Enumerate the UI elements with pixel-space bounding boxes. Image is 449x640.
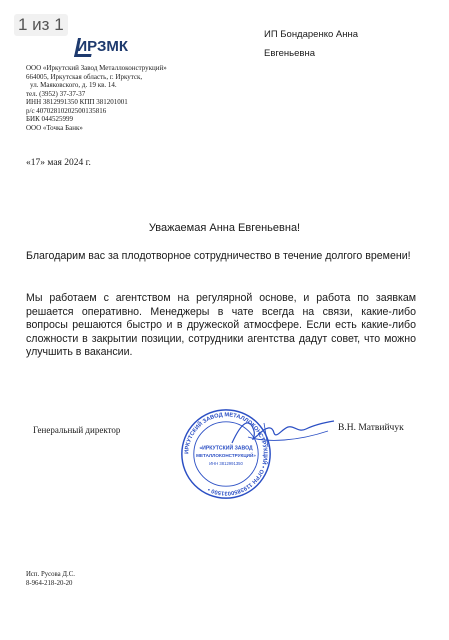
addressee-block — [264, 25, 358, 63]
logo-text: ИРЗМК — [76, 37, 128, 55]
company-logo — [76, 35, 128, 57]
sender-line: ООО «Точка Банк» — [26, 123, 83, 132]
executor-name: Исп. Русова Д.С. — [26, 571, 75, 578]
stamp-center-line-2: МЕТАЛЛОКОНСТРУКЦИЙ» — [196, 452, 256, 458]
sender-line: ООО «Иркутский Завод Металлоконструкций» — [26, 64, 167, 72]
handwritten-signature — [228, 413, 338, 453]
stamp-outer-text: ИРКУТСКИЙ ЗАВОД МЕТАЛЛОКОНСТРУКЦИЙ • ОГРН 1193850031500 • — [184, 412, 268, 496]
stamp-inn: ИНН 3812991350 — [209, 461, 243, 467]
signatory-title: Генеральный директор — [33, 425, 121, 435]
executor-phone: 8-964-218-20-20 — [26, 580, 73, 587]
sender-line: ул. Маяковского, д. 19 кв. 14. — [30, 81, 117, 89]
letter-date: «17» мая 2024 г. — [26, 158, 91, 168]
sender-block — [26, 64, 167, 132]
sender-line: БИК 044525999 — [26, 115, 73, 123]
page-counter: 1 из 1 — [14, 14, 68, 36]
sender-line: тел. (3952) 37-37-37 — [26, 89, 86, 98]
letter-greeting: Уважаемая Анна Евгеньевна! — [148, 222, 301, 234]
addressee-line: Евгеньевна — [264, 48, 315, 59]
sender-line: р/с 40702810202500135816 — [26, 106, 107, 115]
stamp-center-line-1: «ИРКУТСКИЙ ЗАВОД — [199, 445, 253, 452]
signatory-name: В.Н. Матвийчук — [338, 423, 404, 433]
addressee-line: ИП Бондаренко Анна — [264, 29, 358, 40]
executor-block — [26, 570, 75, 588]
sender-line: ИНН 3812991350 КПП 381201001 — [26, 98, 128, 106]
sender-line: 664005, Иркутская область, г. Иркутск, — [26, 72, 143, 81]
letter-paragraph-2: Мы работаем с агентством на регулярной основе, и работа по заявкам решается оперативно. Менеджеры в чате всегда на связи, какие-либо вопросы решаются быстро и в дружеской атмосфере. Если есть какие-либо сложности в закрытии позиции, сотрудники агентства дадут совет, что можно улучшить в вакансии. — [26, 292, 416, 359]
letter-paragraph-1: Благодарим вас за плодотворное сотрудничество в течение долгого времени! — [26, 250, 411, 262]
